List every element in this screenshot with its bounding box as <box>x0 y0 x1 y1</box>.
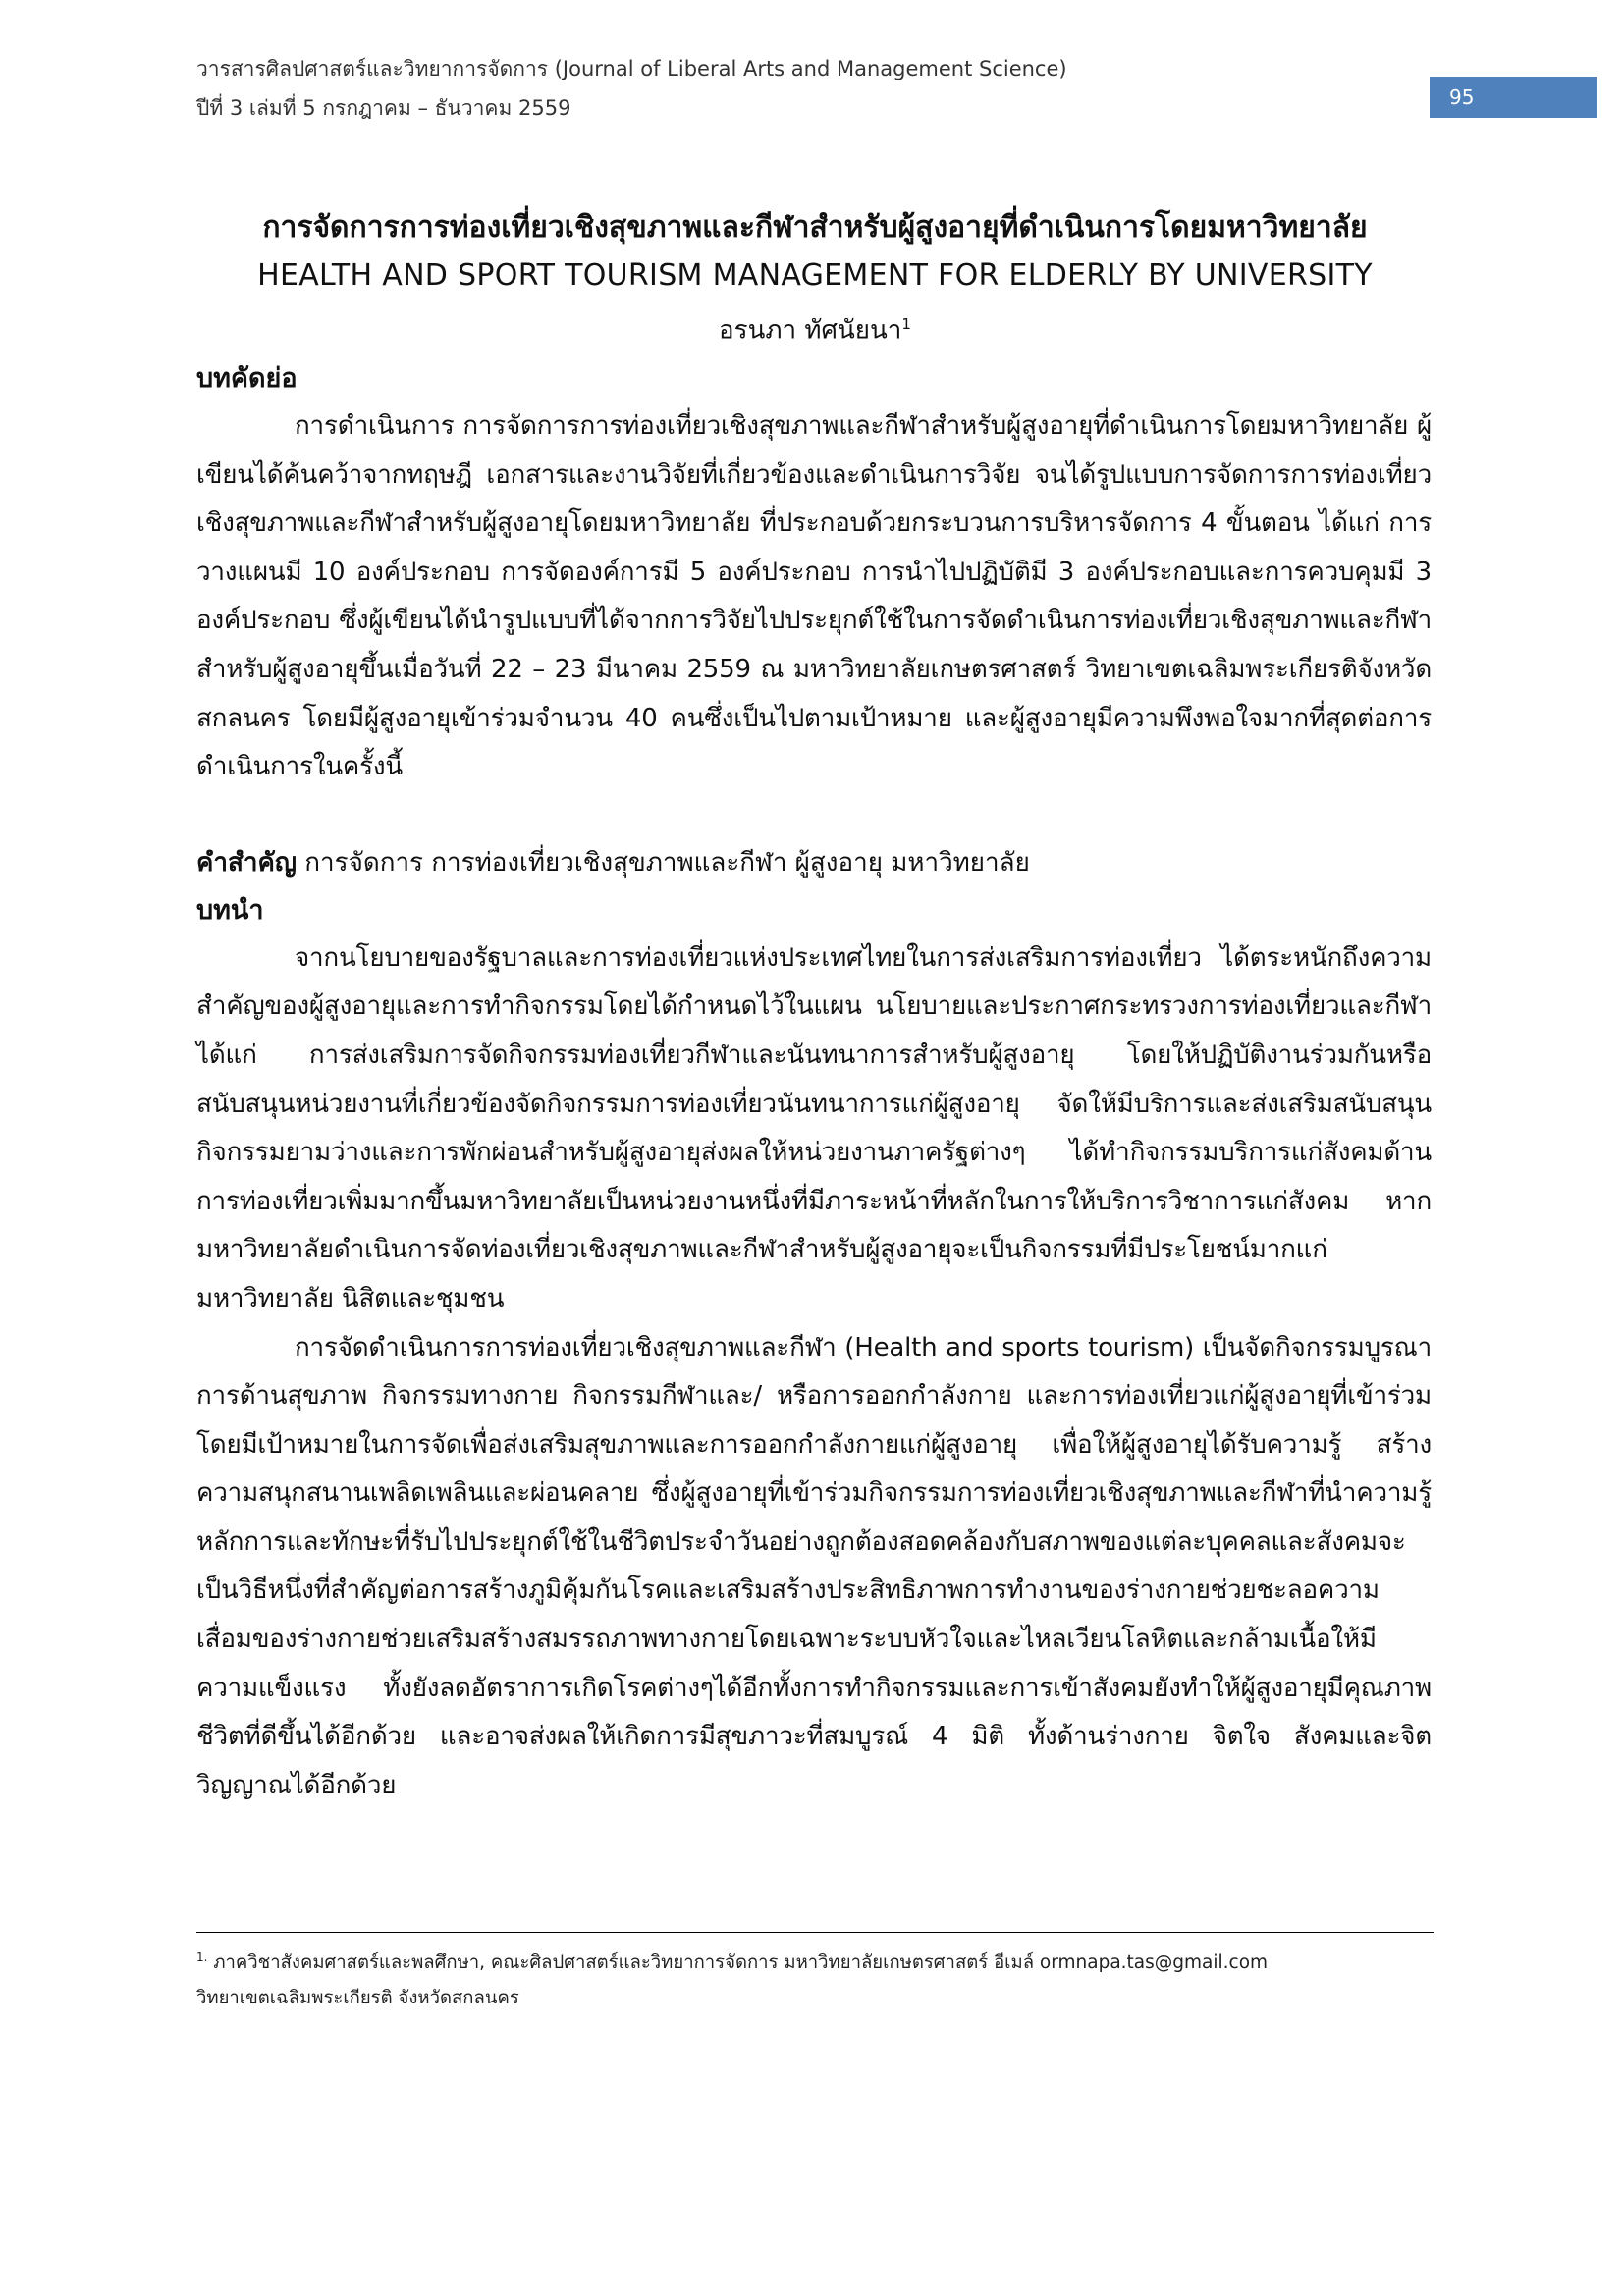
footnote-marker: 1. <box>196 1950 208 1964</box>
author-footnote-marker: 1 <box>901 315 911 333</box>
journal-name: วารสารศิลปศาสตร์และวิทยาการจัดการ (Journal of Liberal Arts and Management Science) <box>196 57 1067 80</box>
introduction-heading: บทนำ <box>196 894 264 926</box>
keywords <box>196 839 1432 887</box>
abstract-text: การดำเนินการ การจัดการการท่องเที่ยวเชิงสุขภาพและกีฬาสำหรับผู้สูงอายุที่ดำเนินการโดยมหาวิทยาลัย ผู้เขียนได้ค้นคว้าจากทฤษฎี เอกสารและงานวิจัยที่เกี่ยวข้องและดำเนินการวิจัย จนได้รูปแบบการจัดการการท่องเที่ยวเชิงสุขภาพและกีฬาสำหรับผู้สูงอายุโดยมหาวิทยาลัย ที่ประกอบด้วยกระบวนการบริหารจัดการ 4 ขั้นตอน ได้แก่ การวางแผนมี 10 องค์ประกอบ การจัดองค์การมี 5 องค์ประกอบ การนำไปปฏิบัติมี 3 องค์ประกอบและการควบคุมมี 3 องค์ประกอบ ซึ่งผู้เขียนได้นำรูปแบบที่ได้จากการวิจัยไปประยุกต์ใช้ในการจัดดำเนินการท่องเที่ยวเชิงสุขภาพและกีฬาสำหรับผู้สูงอายุขึ้นเมื่อวันที่ 22 – 23 มีนาคม 2559 ณ มหาวิทยาลัยเกษตรศาสตร์ วิทยาเขตเฉลิมพระเกียรติจังหวัดสกลนคร โดยมีผู้สูงอายุเข้าร่วมจำนวน 40 คนซึ่งเป็นไปตามเป้าหมาย และผู้สูงอายุมีความพึงพอใจมากที่สุดต่อการดำเนินการในครั้งนี้ <box>196 411 1432 782</box>
footnote-line-2: วิทยาเขตเฉลิมพระเกียรติ จังหวัดสกลนคร <box>196 1988 519 2009</box>
footnote-line-1 <box>196 1940 1434 1981</box>
introduction-paragraph-2: การจัดดำเนินการการท่องเที่ยวเชิงสุขภาพและกีฬา (Health and sports tourism) เป็นจัดกิจกรรมบูรณาการด้านสุขภาพ กิจกรรมทางกาย กิจกรรมกีฬาและ/ หรือการออกกำลังกาย และการท่องเที่ยวแก่ผู้สูงอายุที่เข้าร่วม โดยมีเป้าหมายในการจัดเพื่อส่งเสริมสุขภาพและการออกกำลังกายแก่ผู้สูงอายุ เพื่อให้ผู้สูงอายุได้รับความรู้ สร้างความสนุกสนานเพลิดเพลินและผ่อนคลาย ซึ่งผู้สูงอายุที่เข้าร่วมกิจกรรมการท่องเที่ยวเชิงสุขภาพและกีฬาที่นำความรู้ หลักการและทักษะที่รับไปประยุกต์ใช้ในชีวิตประจำวันอย่างถูกต้องสอดคล้องกับสภาพของแต่ละบุคคลและสังคมจะเป็นวิธีหนึ่งที่สำคัญต่อการสร้างภูมิคุ้มกันโรคและเสริมสร้างประสิทธิภาพการทำงานของร่างกายช่วยชะลอความเสื่อมของร่างกายช่วยเสริมสร้างสมรรถภาพทางกายโดยเฉพาะระบบหัวใจและไหลเวียนโลหิตและกล้ามเนื้อให้มีความแข็งแรง ทั้งยังลดอัตราการเกิดโรคต่างๆได้อีกทั้งการทำกิจกรรมและการเข้าสังคมยังทำให้ผู้สูงอายุมีคุณภาพชีวิตที่ดีขึ้นได้อีกด้วย และอาจส่งผลให้เกิดการมีสุขภาวะที่สมบูรณ์ 4 มิติ ทั้งด้านร่างกาย จิตใจ สังคมและจิตวิญญาณได้อีกด้วย <box>196 1332 1432 1800</box>
page-number-badge: 95 <box>1430 77 1597 118</box>
introduction-paragraph-1: จากนโยบายของรัฐบาลและการท่องเที่ยวแห่งประเทศไทยในการส่งเสริมการท่องเที่ยว ได้ตระหนักถึงความสำคัญของผู้สูงอายุและการทำกิจกรรมโดยได้กำหนดไว้ในแผน นโยบายและประกาศกระทรวงการท่องเที่ยวและกีฬา ได้แก่ การส่งเสริมการจัดกิจกรรมท่องเที่ยวกีฬาและนันทนาการสำหรับผู้สูงอายุ โดยให้ปฏิบัติงานร่วมกันหรือสนับสนุนหน่วยงานที่เกี่ยวข้องจัดกิจกรรมการท่องเที่ยวนันทนาการแก่ผู้สูงอายุ จัดให้มีบริการและส่งเสริมสนับสนุนกิจกรรมยามว่างและการพักผ่อนสำหรับผู้สูงอายุส่งผลให้หน่วยงานภาครัฐต่างๆ ได้ทำกิจกรรมบริการแก่สังคมด้านการท่องเที่ยวเพิ่มมากขึ้นมหาวิทยาลัยเป็นหน่วยงานหนึ่งที่มีภาระหน้าที่หลักในการให้บริการวิชาการแก่สังคม หากมหาวิทยาลัยดำเนินการจัดท่องเที่ยวเชิงสุขภาพและกีฬาสำหรับผู้สูงอายุจะเป็นกิจกรรมที่มีประโยชน์มากแก่มหาวิทยาลัย นิสิตและชุมชน <box>196 942 1432 1313</box>
author-line <box>196 300 1434 354</box>
abstract-heading: บทคัดย่อ <box>196 363 298 394</box>
author-name: อรนภา ทัศนัยนา <box>719 315 902 346</box>
issue-info: ปีที่ 3 เล่มที่ 5 กรกฎาคม – ธันวาคม 2559 <box>196 96 571 120</box>
article-body <box>196 355 1432 1810</box>
footnote-text-1: ภาควิชาสังคมศาสตร์และพลศึกษา, คณะศิลปศาสตร์และวิทยาการจัดการ มหาวิทยาลัยเกษตรศาสตร์ อีเมล์ ormnapa.tas@gmail.com <box>207 1952 1269 1974</box>
keywords-text: การจัดการ การท่องเที่ยวเชิงสุขภาพและกีฬา ผู้สูงอายุ มหาวิทยาลัย <box>304 847 1030 878</box>
title-english: HEALTH AND SPORT TOURISM MANAGEMENT FOR ELDERLY BY UNIVERSITY <box>257 258 1373 293</box>
keywords-label: คำสำคัญ <box>196 847 298 878</box>
footnote-divider <box>196 1932 1434 1933</box>
running-header <box>196 49 1404 128</box>
title-thai: การจัดการการท่องเที่ยวเชิงสุขภาพและกีฬาสำหรับผู้สูงอายุที่ดำเนินการโดยมหาวิทยาลัย <box>262 210 1368 244</box>
title-block <box>196 204 1434 354</box>
section-spacer <box>196 792 1432 839</box>
footnote <box>196 1940 1434 2016</box>
